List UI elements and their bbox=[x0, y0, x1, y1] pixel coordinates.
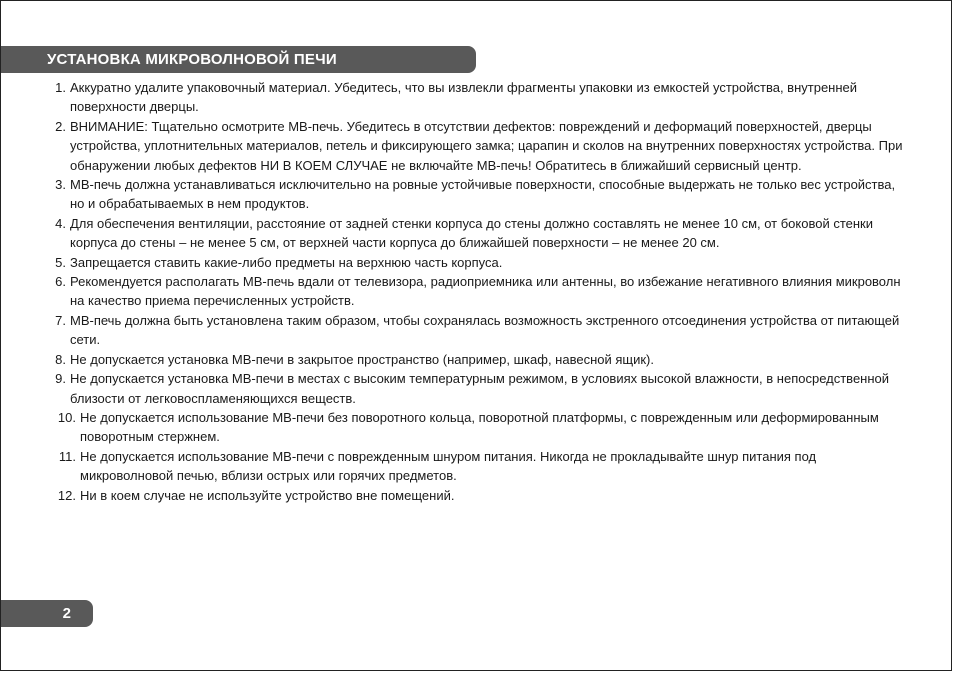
list-item bbox=[44, 214, 912, 253]
section-header bbox=[1, 46, 476, 73]
list-item bbox=[44, 175, 912, 214]
item-number: 4. bbox=[55, 215, 66, 231]
item-text: Не допускается установка МВ-печи в местах с высоким температурным режимом, в условиях высокой влажности, в непосредственной близости от легковоспламеняющихся веществ. bbox=[70, 371, 890, 406]
item-number: 5. bbox=[55, 254, 66, 270]
item-number: 3. bbox=[55, 177, 66, 193]
item-number: 6. bbox=[55, 274, 66, 290]
item-text: МВ-печь должна устанавливаться исключительно на ровные устойчивые поверхности, способные выдержать не только вес устройства, но и обрабатываемых в нем продуктов. bbox=[70, 177, 896, 212]
item-number: 8. bbox=[55, 351, 66, 367]
item-text: Не допускается установка МВ-печи в закрытое пространство (например, шкаф, навесной ящик). bbox=[70, 351, 654, 367]
list-item bbox=[44, 253, 912, 272]
list-item bbox=[44, 272, 912, 311]
item-text: Рекомендуется располагать МВ-печь вдали от телевизора, радиоприемника или антенны, во избежание негативного влияния микроволн на качество приема перечисленных устройств. bbox=[70, 274, 901, 309]
list-item bbox=[44, 311, 912, 350]
list-item bbox=[44, 78, 912, 117]
item-number: 11. bbox=[58, 448, 76, 464]
item-number: 12. bbox=[57, 487, 76, 503]
item-text: Запрещается ставить какие-либо предметы на верхнюю часть корпуса. bbox=[70, 254, 503, 270]
list-item bbox=[44, 350, 912, 369]
item-text: ВНИМАНИЕ: Тщательно осмотрите МВ-печь. Убедитесь в отсутствии дефектов: повреждений и деформаций поверхностей, дверцы устройства, уплотнительных материалов, петель и фиксирующего замка; царапин и сколов на внутренних поверхностях устройства. При обнаружении любых дефектов НИ В КОЕМ СЛУЧАЕ не включайте МВ-печь! Обратитесь в ближайший сервисный центр. bbox=[70, 118, 903, 173]
item-number: 7. bbox=[55, 312, 66, 328]
list-item bbox=[44, 408, 912, 447]
section-title: УСТАНОВКА МИКРОВОЛНОВОЙ ПЕЧИ bbox=[47, 51, 337, 68]
item-number: 9. bbox=[55, 371, 66, 387]
item-text: Для обеспечения вентиляции, расстояние от задней стенки корпуса до стены должно составлять не менее 10 см, от боковой стенки корпуса до стены – не менее 5 см, от верхней части корпуса до ближайшей поверхности – не менее 20 см. bbox=[70, 215, 874, 251]
installation-instructions-list bbox=[44, 78, 912, 505]
list-item bbox=[44, 369, 912, 408]
item-number: 2. bbox=[55, 118, 66, 134]
item-text: Ни в коем случае не используйте устройство вне помещений. bbox=[80, 487, 455, 503]
item-text: МВ-печь должна быть установлена таким образом, чтобы сохранялась возможность экстренного отсоединения устройства от питающей сети. bbox=[70, 312, 900, 348]
list-item bbox=[44, 117, 912, 175]
page-number-tab bbox=[1, 600, 93, 627]
item-number: 1. bbox=[55, 80, 66, 95]
item-text: Не допускается использование МВ-печи без поворотного кольца, поворотной платформы, с поврежденным или деформированным поворотным стержнем. bbox=[80, 409, 879, 445]
item-text: Не допускается использование МВ-печи с поврежденным шнуром питания. Никогда не прокладывайте шнур питания под микроволновой печью, вблизи острых или горячих предметов. bbox=[80, 448, 817, 484]
page-number: 2 bbox=[62, 605, 71, 622]
list-item bbox=[44, 447, 912, 486]
item-number: 10. bbox=[57, 409, 76, 425]
item-text: Аккуратно удалите упаковочный материал. Убедитесь, что вы извлекли фрагменты упаковки из емкостей устройства, внутренней поверхности дверцы. bbox=[70, 80, 858, 115]
list-item bbox=[44, 486, 912, 505]
